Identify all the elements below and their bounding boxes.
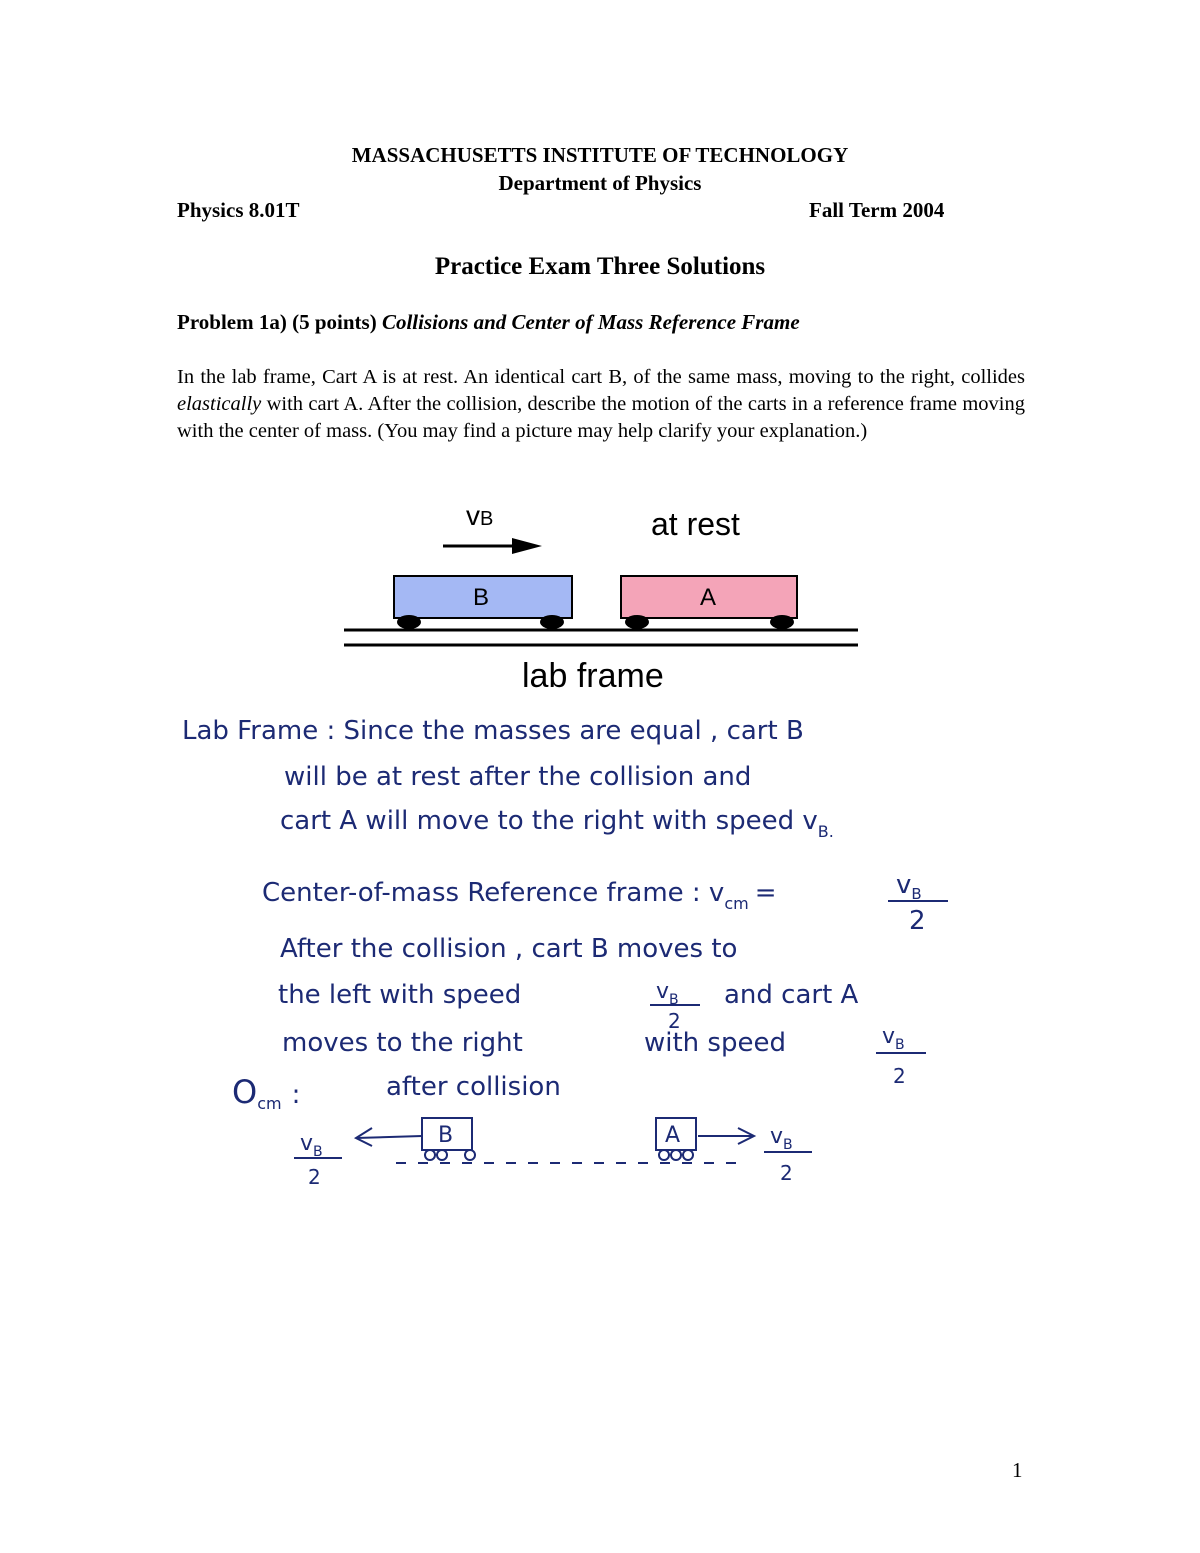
course-name: Physics 8.01T [177,198,300,222]
vcm-fraction-numerator: $v_B$ [896,870,922,903]
statement-text-after: with cart A. After the collision, describe the motion of the carts in a reference frame moving with the center of mass. (You may find a picture may help clarify your explanation.) [177,393,1025,442]
statement-text-before: In the lab frame, Cart A is at rest. An identical cart B, of the same mass, moving to the right, collides [177,366,1025,388]
vcm-fraction-denominator: 2 [909,906,926,936]
velocity-arrow-head [512,538,542,554]
handwritten-cm-frame: Center-of-mass Reference frame : $v_{cm}$ = [262,878,777,913]
sketch-cart-b-label: B [438,1123,454,1148]
problem-topic: Collisions and Center of Mass Reference Frame [381,310,800,334]
sketch-cart-b-wheel-3 [465,1150,475,1160]
handwritten-line-7b: with speed [644,1028,786,1058]
handwritten-line-6a: the left with speed [278,980,522,1010]
speed-a-fraction-denominator: 2 [893,1064,906,1088]
handwritten-solution [182,716,948,1189]
sketch-cart-a-wheel-1 [659,1150,669,1160]
sketch-left-speed-denominator: 2 [308,1165,321,1189]
cart-a-wheel-left [625,615,649,629]
sketch-cart-b-wheel-1 [425,1150,435,1160]
cart-b-label: B [473,584,490,611]
sketch-right-speed-numerator: $v_B$ [770,1124,793,1153]
page-number: 1 [1012,1458,1023,1482]
sketch-right-speed-denominator: 2 [780,1161,793,1185]
cart-a-wheel-right [770,615,794,629]
sketch-cart-a-wheel-3 [683,1150,693,1160]
handwritten-line-1: Lab Frame : Since the masses are equal , cart B [182,716,804,746]
department-name: Department of Physics [498,171,702,195]
handwritten-line-2: will be at rest after the collision and [284,762,752,792]
statement-emphasis: elastically [177,393,262,415]
term-label: Fall Term 2004 [809,198,945,222]
at-rest-label: at rest [651,506,740,542]
speed-a-fraction-numerator: $v_B$ [882,1024,905,1053]
cart-b-wheel-right [540,615,564,629]
handwritten-line-5: After the collision , cart B moves to [280,934,738,964]
after-collision-label: after collision [386,1072,561,1102]
lab-frame-label: lab frame [522,657,664,695]
handwritten-line-7a: moves to the right [282,1028,523,1058]
sketch-left-speed-numerator: $v_B$ [300,1131,323,1160]
sketch-cart-b-wheel-2 [437,1150,447,1160]
problem-label: Problem 1a) [177,310,287,334]
problem-points: (5 points) [292,310,377,334]
velocity-label: vB [466,500,494,531]
sketch-arrow-left [356,1136,422,1138]
cart-b-wheel-left [397,615,421,629]
sketch-cart-a-wheel-2 [671,1150,681,1160]
cm-frame-sketch [294,1118,812,1189]
ocm-label: Ocm : [232,1073,301,1113]
speed-b-fraction-denominator: 2 [668,1009,681,1033]
page-title: Practice Exam Three Solutions [434,253,766,280]
handwritten-line-3: cart A will move to the right with speed $v_{B.}$ [280,806,834,841]
speed-b-fraction-numerator: $v_B$ [656,979,679,1008]
institution-name: MASSACHUSETTS INSTITUTE OF TECHNOLOGY [351,143,849,167]
handwritten-line-6b: and cart A [724,980,859,1010]
sketch-cart-a-label: A [665,1123,681,1148]
cart-a-label: A [700,584,717,611]
lab-frame-diagram [344,500,858,695]
